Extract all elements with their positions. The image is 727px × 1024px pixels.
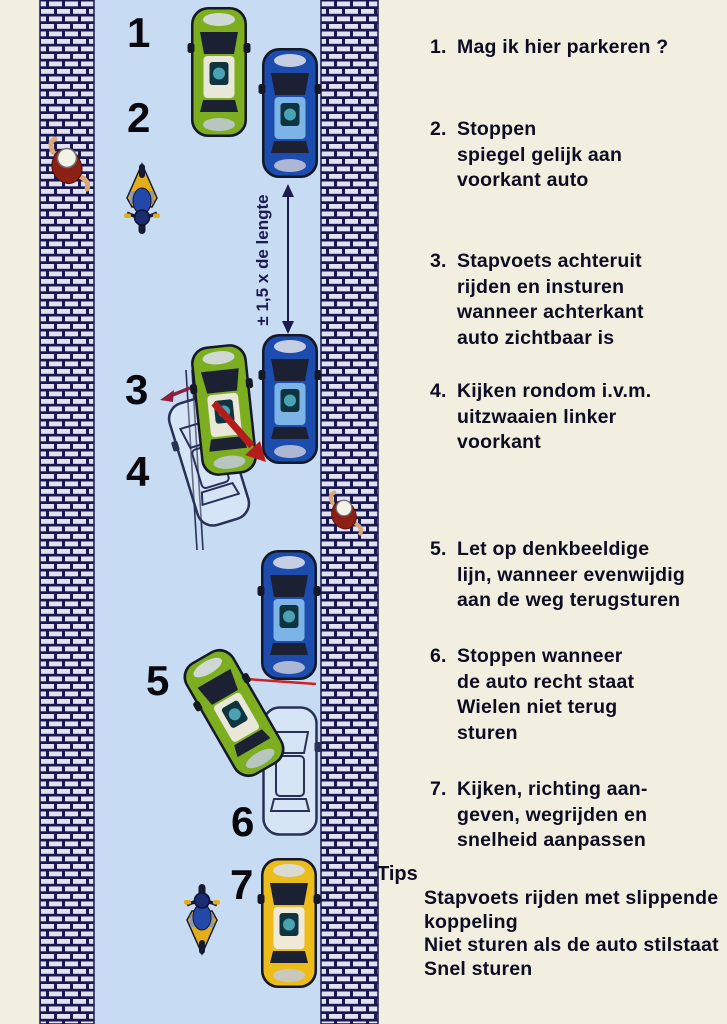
step-5	[430, 537, 685, 614]
tips-line: Snel sturen	[424, 958, 533, 981]
tips-line: koppeling	[424, 910, 518, 933]
step-number: 6.	[430, 645, 447, 667]
step-text	[457, 777, 648, 854]
step-7	[430, 777, 648, 854]
step-3	[430, 249, 644, 351]
step-line: Stoppen	[457, 118, 537, 140]
step-text	[457, 249, 644, 351]
step-line: spiegel gelijk aan	[457, 143, 623, 166]
step-marker-3: 3	[125, 366, 149, 413]
step-line: de auto recht staat	[457, 670, 635, 693]
step-text	[457, 537, 685, 614]
step-2	[430, 117, 622, 194]
step-number: 3.	[430, 250, 447, 272]
step-line: wanneer achterkant	[457, 301, 644, 323]
step-line: Kijken rondom i.v.m.	[457, 380, 652, 402]
step-marker-4: 4	[126, 448, 150, 495]
step-number: 7.	[430, 778, 447, 800]
step-line: Mag ik hier parkeren ?	[457, 36, 669, 58]
tips-line: Stapvoets rijden met slippende	[424, 887, 719, 909]
step-4	[430, 379, 651, 456]
step-marker-2: 2	[127, 94, 151, 141]
step-line: Stoppen wanneer	[457, 645, 623, 667]
tips-line: Niet sturen als de auto stilstaat	[424, 934, 719, 957]
blue-car-parked-middle	[259, 334, 322, 464]
step-number: 1.	[430, 36, 447, 58]
step-line: voorkant	[457, 431, 541, 453]
tips-body	[424, 887, 719, 982]
step-line: voorkant auto	[457, 169, 589, 191]
step-line: uitzwaaien linker	[457, 405, 617, 428]
step-line: Let op denkbeeldige	[457, 538, 650, 560]
distance-label: ± 1,5 x de lengte	[253, 194, 272, 326]
blue-car-parked-bottom	[258, 550, 321, 680]
step-line: aan de weg terugsturen	[457, 589, 681, 611]
step-text	[457, 379, 651, 456]
yellow-car-parked	[258, 858, 321, 988]
step-line: Kijken, richting aan-	[457, 778, 648, 800]
step-line: Stapvoets achteruit	[457, 250, 642, 272]
step-marker-5: 5	[146, 657, 170, 704]
step-line: Wielen niet terug	[457, 696, 618, 718]
tips-title: Tips	[377, 863, 418, 885]
step-text	[457, 35, 668, 61]
step-number: 5.	[430, 538, 447, 560]
step-line: rijden en insturen	[457, 275, 625, 298]
blue-car-parked-top	[259, 48, 322, 178]
step-marker-7: 7	[230, 861, 254, 908]
step-text	[457, 644, 634, 746]
step-marker-6: 6	[231, 798, 255, 845]
green-car-approaching	[188, 7, 251, 137]
step-number: 4.	[430, 380, 447, 402]
step-line: sturen	[457, 721, 518, 744]
step-6	[430, 644, 634, 746]
step-line: geven, wegrijden en	[457, 803, 648, 826]
step-line: snelheid aanpassen	[457, 829, 646, 851]
step-marker-1: 1	[127, 9, 151, 56]
step-text	[457, 117, 622, 194]
step-number: 2.	[430, 118, 447, 140]
step-line: lijn, wanneer evenwijdig	[457, 563, 686, 586]
step-line: auto zichtbaar is	[457, 326, 615, 349]
step-1	[430, 35, 668, 61]
